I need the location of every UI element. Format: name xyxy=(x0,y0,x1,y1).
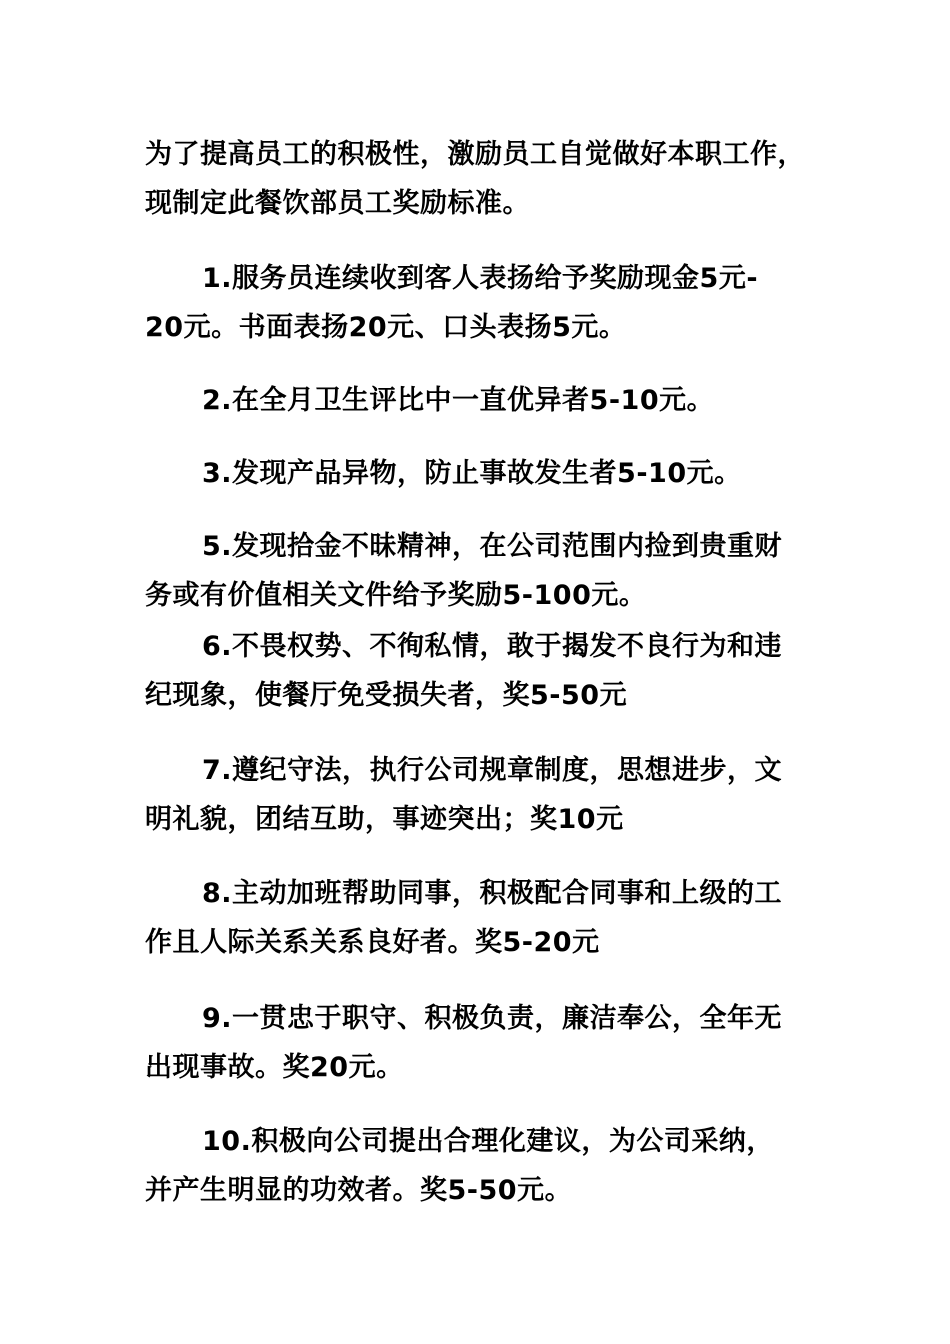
intro-paragraph: 为了提高员工的积极性，激励员工自觉做好本职工作， 现制定此餐饮部员工奖励标准。 xyxy=(145,139,805,219)
reward-item-6: 6.不畏权势、不徇私情，敢于揭发不良行为和违 纪现象，使餐厅免受损失者，奖5-50元 xyxy=(145,631,783,711)
reward-item-9: 9.一贯忠于职守、积极负责，廉洁奉公，全年无 出现事故。奖20元。 xyxy=(145,1003,783,1083)
reward-item-7: 7.遵纪守法，执行公司规章制度，思想进步，文 明礼貌，团结互助，事迹突出；奖10元 xyxy=(145,755,783,835)
reward-item-3: 3.发现产品异物，防止事故发生者5-10元。 xyxy=(202,458,742,489)
reward-item-5: 5.发现拾金不昧精神，在公司范围内捡到贵重财 务或有价值相关文件给予奖励5-100元。 xyxy=(145,531,783,611)
reward-item-8: 8.主动加班帮助同事，积极配合同事和上级的工 作且人际关系关系良好者。奖5-20元 xyxy=(145,878,783,958)
reward-item-10: 10.积极向公司提出合理化建议，为公司采纳， 并产生明显的功效者。奖5-50元。 xyxy=(145,1126,774,1206)
reward-item-1: 1.服务员连续收到客人表扬给予奖励现金5元- 20元。书面表扬20元、口头表扬5元。 xyxy=(145,263,759,343)
reward-item-2: 2.在全月卫生评比中一直优异者5-10元。 xyxy=(202,385,715,416)
